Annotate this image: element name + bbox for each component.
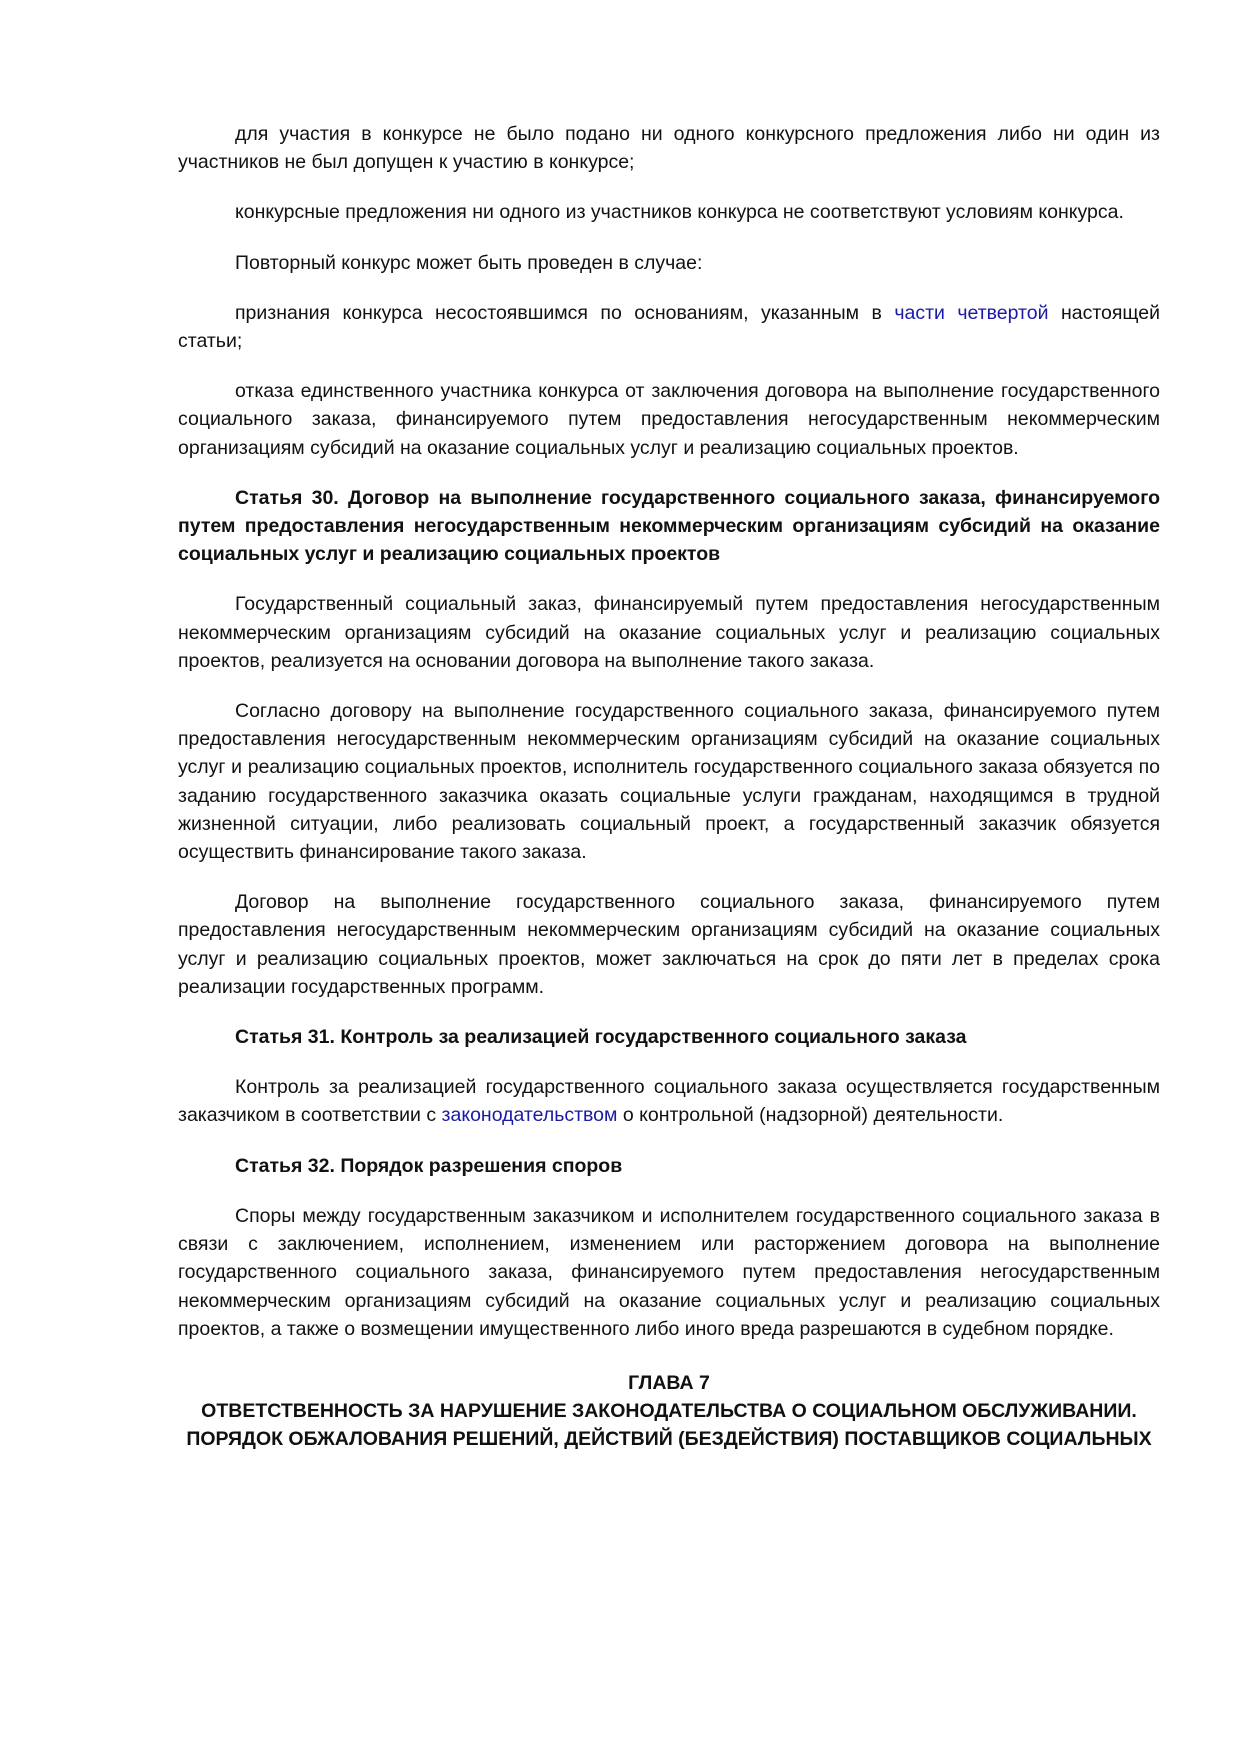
paragraph: Повторный конкурс может быть проведен в случае: [235, 251, 703, 274]
paragraph: конкурсные предложения ни одного из участников конкурса не соответствуют условиям конкурса. [235, 201, 1124, 224]
chapter-title-line-1: ОТВЕТСТВЕННОСТЬ ЗА НАРУШЕНИЕ ЗАКОНОДАТЕЛЬСТВА О СОЦИАЛЬНОМ ОБСЛУЖИВАНИИ. [201, 1400, 1137, 1423]
chapter-header [178, 1369, 1160, 1454]
paragraph-text: признания конкурса несостоявшимся по основаниям, указанным в [235, 301, 895, 324]
paragraph-with-link [178, 1073, 1160, 1129]
link-part-four[interactable]: части четвертой [894, 301, 1049, 324]
paragraph: Согласно договору на выполнение государственного социального заказа, финансируемого путем предоставления негосударственным некоммерческим организациям субсидий на оказание социальных услуг и реализацию социальных проектов, исполнитель государственного социального заказа обязуется по заданию государственного заказчика оказать социальные услуги гражданам, находящимся в трудной жизненной ситуации, либо реализовать социальный проект, а государственный заказчик обязуется осуществить финансирование такого заказа. [178, 700, 1160, 864]
article-31-heading: Статья 31. Контроль за реализацией государственного социального заказа [235, 1026, 967, 1049]
article-30-heading: Статья 30. Договор на выполнение государственного социального заказа, финансируемого путем предоставления негосударственным некоммерческим организациям субсидий на оказание социальных услуг и реализацию социальных проектов [178, 486, 1160, 566]
paragraph-text: о контрольной (надзорной) деятельности. [617, 1104, 1004, 1127]
paragraph: Споры между государственным заказчиком и исполнителем государственного социального заказа в связи с заключением, исполнением, изменением или расторжением договора на выполнение государственного социального заказа, финансируемого путем предоставления негосударственным некоммерческим организациям субсидий на оказание социальных услуг и реализацию социальных проектов, а также о возмещении имущественного либо иного вреда разрешаются в судебном порядке. [178, 1204, 1160, 1340]
paragraph: для участия в конкурсе не было подано ни одного конкурсного предложения либо ни один из участников не был допущен к участию в конкурсе; [178, 123, 1160, 174]
chapter-number: ГЛАВА 7 [628, 1371, 710, 1394]
paragraph: Государственный социальный заказ, финансируемый путем предоставления негосударственным некоммерческим организациям субсидий на оказание социальных услуг и реализацию социальных проектов, реализуется на основании договора на выполнение такого заказа. [178, 593, 1160, 672]
paragraph-with-link [178, 299, 1160, 355]
paragraph-text: Контроль за реализацией государственного социального заказа осуществляется государственным заказчиком в соответствии с [178, 1076, 1160, 1127]
paragraph-text: настоящей статьи; [178, 301, 1160, 353]
paragraph: отказа единственного участника конкурса от заключения договора на выполнение государственного социального заказа, финансируемого путем предоставления негосударственным некоммерческим организациям субсидий на оказание социальных услуг и реализацию социальных проектов. [178, 380, 1160, 459]
link-legislation[interactable]: законодательством [441, 1104, 618, 1127]
chapter-title-line-2: ПОРЯДОК ОБЖАЛОВАНИЯ РЕШЕНИЙ, ДЕЙСТВИЙ (БЕЗДЕЙСТВИЯ) ПОСТАВЩИКОВ СОЦИАЛЬНЫХ [186, 1428, 1152, 1451]
article-32-heading: Статья 32. Порядок разрешения споров [235, 1154, 623, 1177]
paragraph: Договор на выполнение государственного социального заказа, финансируемого путем предоставления негосударственным некоммерческим организациям субсидий на оказание социальных услуг и реализацию социальных проектов, может заключаться на срок до пяти лет в пределах срока реализации государственных программ. [178, 891, 1160, 998]
document-page [178, 120, 1160, 1454]
